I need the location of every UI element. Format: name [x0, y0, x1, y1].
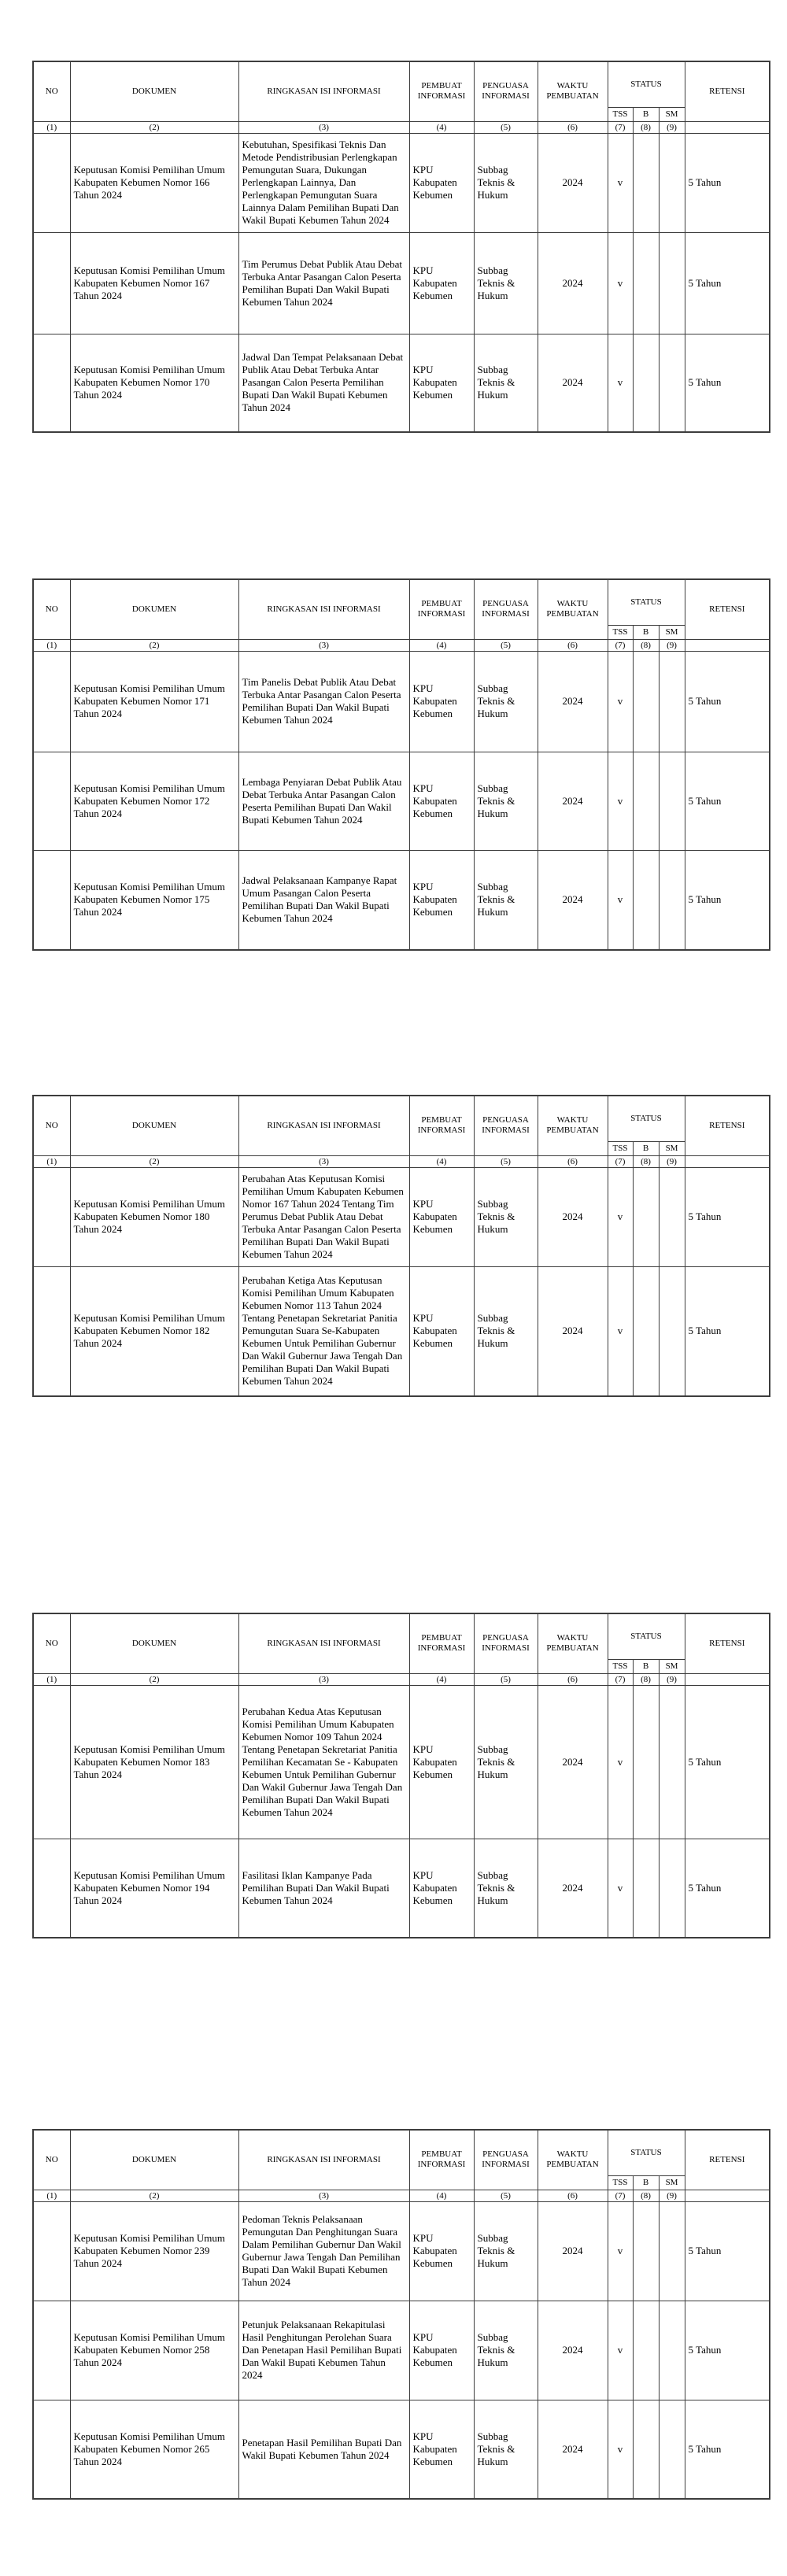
table-row [33, 232, 770, 334]
numbering-cell: (3) [238, 1155, 409, 1167]
table-header [33, 2130, 770, 2201]
cell-status-sm [659, 1839, 685, 1938]
numbering-cell [685, 639, 770, 651]
numbering-cell: (8) [633, 1155, 659, 1167]
cell-no [33, 2201, 70, 2301]
header-cell-status-b: B [633, 2175, 659, 2190]
table-header [33, 579, 770, 651]
header-cell-status-sm: SM [659, 2175, 685, 2190]
numbering-cell: (1) [33, 2190, 70, 2201]
header-cell-status: STATUS [608, 61, 685, 107]
header-cell-ringkasan: RINGKASAN ISI INFORMASI [238, 579, 409, 639]
cell-pembuat-informasi: KPU Kabupaten Kebumen [409, 334, 474, 432]
header-cell-pembuat-informasi: PEMBUAT INFORMASI [409, 2130, 474, 2190]
cell-dokumen: Keputusan Komisi Pemilihan Umum Kabupaten Kebumen Nomor 258 Tahun 2024 [70, 2301, 238, 2400]
cell-dokumen: Keputusan Komisi Pemilihan Umum Kabupaten Kebumen Nomor 171 Tahun 2024 [70, 651, 238, 752]
cell-status-b [633, 133, 659, 232]
header-cell-status-tss: TSS [608, 2175, 633, 2190]
table-body [33, 2201, 770, 2499]
header-cell-penguasa-informasi: PENGUASA INFORMASI [474, 2130, 538, 2190]
numbering-cell: (5) [474, 1673, 538, 1685]
numbering-cell [685, 2190, 770, 2201]
header-cell-ringkasan: RINGKASAN ISI INFORMASI [238, 1096, 409, 1155]
numbering-cell: (8) [633, 1673, 659, 1685]
cell-no [33, 752, 70, 850]
numbering-cell: (9) [659, 121, 685, 133]
cell-ringkasan: Perubahan Atas Keputusan Komisi Pemilihan Umum Kabupaten Kebumen Nomor 167 Tahun 2024 Tentang Tim Perumus Debat Publik Atau Debat Terbuka Antar Pasangan Calon Peserta Pemilihan Bupati Dan Wakil Bupati Kebumen Tahun 2024 [238, 1167, 409, 1266]
cell-penguasa-informasi: Subbag Teknis & Hukum [474, 850, 538, 950]
cell-waktu-pembuatan: 2024 [538, 2301, 608, 2400]
cell-status-tss: v [608, 1266, 633, 1396]
cell-retensi: 5 Tahun [685, 232, 770, 334]
cell-ringkasan: Jadwal Dan Tempat Pelaksanaan Debat Publik Atau Debat Terbuka Antar Pasangan Calon Peserta Pemilihan Bupati Dan Wakil Bupati Kebumen Tahun 2024 [238, 334, 409, 432]
cell-ringkasan: Kebutuhan, Spesifikasi Teknis Dan Metode Pendistribusian Perlengkapan Pemungutan Suara, Dukungan Perlengkapan Lainnya, Dan Perlengkapan Pemungutan Suara Lainnya Dalam Pemilihan Bupati Dan Wakil Bupati Kebumen Tahun 2024 [238, 133, 409, 232]
numbering-cell: (4) [409, 121, 474, 133]
cell-waktu-pembuatan: 2024 [538, 232, 608, 334]
numbering-cell: (9) [659, 2190, 685, 2201]
header-cell-penguasa-informasi: PENGUASA INFORMASI [474, 579, 538, 639]
header-cell-pembuat-informasi: PEMBUAT INFORMASI [409, 61, 474, 121]
header-cell-status-b: B [633, 1659, 659, 1673]
numbering-cell: (2) [70, 1155, 238, 1167]
table-row [33, 2201, 770, 2301]
cell-dokumen: Keputusan Komisi Pemilihan Umum Kabupaten Kebumen Nomor 180 Tahun 2024 [70, 1167, 238, 1266]
header-cell-retensi: RETENSI [685, 61, 770, 121]
table-row [33, 1685, 770, 1839]
header-row-numbering [33, 121, 770, 133]
cell-ringkasan: Petunjuk Pelaksanaan Rekapitulasi Hasil Penghitungan Perolehan Suara Dan Penetapan Hasil Pemilihan Bupati Dan Wakil Bupati Kebumen Tahun 2024 [238, 2301, 409, 2400]
table-body [33, 1685, 770, 1938]
cell-status-sm [659, 334, 685, 432]
header-cell-status: STATUS [608, 579, 685, 625]
numbering-cell: (7) [608, 1673, 633, 1685]
header-cell-status-tss: TSS [608, 107, 633, 121]
numbering-cell: (4) [409, 2190, 474, 2201]
cell-dokumen: Keputusan Komisi Pemilihan Umum Kabupaten Kebumen Nomor 182 Tahun 2024 [70, 1266, 238, 1396]
cell-no [33, 334, 70, 432]
numbering-cell: (6) [538, 639, 608, 651]
cell-ringkasan: Lembaga Penyiaran Debat Publik Atau Debat Terbuka Antar Pasangan Calon Peserta Pemilihan Bupati Dan Wakil Bupati Kebumen Tahun 2024 [238, 752, 409, 850]
table-row [33, 850, 770, 950]
header-cell-no: NO [33, 579, 70, 639]
cell-pembuat-informasi: KPU Kabupaten Kebumen [409, 1167, 474, 1266]
table-body [33, 651, 770, 950]
cell-no [33, 1266, 70, 1396]
cell-waktu-pembuatan: 2024 [538, 2400, 608, 2499]
numbering-cell: (1) [33, 1673, 70, 1685]
cell-status-tss: v [608, 651, 633, 752]
header-cell-status: STATUS [608, 2130, 685, 2175]
cell-penguasa-informasi: Subbag Teknis & Hukum [474, 2400, 538, 2499]
header-cell-pembuat-informasi: PEMBUAT INFORMASI [409, 1613, 474, 1673]
page-2 [0, 433, 787, 951]
cell-penguasa-informasi: Subbag Teknis & Hukum [474, 1685, 538, 1839]
cell-pembuat-informasi: KPU Kabupaten Kebumen [409, 1685, 474, 1839]
cell-waktu-pembuatan: 2024 [538, 651, 608, 752]
numbering-cell: (4) [409, 639, 474, 651]
cell-waktu-pembuatan: 2024 [538, 334, 608, 432]
cell-penguasa-informasi: Subbag Teknis & Hukum [474, 1839, 538, 1938]
numbering-cell [685, 121, 770, 133]
header-row-numbering [33, 639, 770, 651]
cell-retensi: 5 Tahun [685, 334, 770, 432]
numbering-cell: (9) [659, 639, 685, 651]
cell-ringkasan: Fasilitasi Iklan Kampanye Pada Pemilihan Bupati Dan Wakil Bupati Kebumen Tahun 2024 [238, 1839, 409, 1938]
cell-penguasa-informasi: Subbag Teknis & Hukum [474, 2301, 538, 2400]
cell-pembuat-informasi: KPU Kabupaten Kebumen [409, 133, 474, 232]
cell-ringkasan: Tim Panelis Debat Publik Atau Debat Terbuka Antar Pasangan Calon Peserta Pemilihan Bupati Dan Wakil Bupati Kebumen Tahun 2024 [238, 651, 409, 752]
cell-retensi: 5 Tahun [685, 1685, 770, 1839]
cell-status-tss: v [608, 2301, 633, 2400]
cell-no [33, 2301, 70, 2400]
numbering-cell [685, 1673, 770, 1685]
header-cell-retensi: RETENSI [685, 1096, 770, 1155]
header-cell-pembuat-informasi: PEMBUAT INFORMASI [409, 579, 474, 639]
cell-penguasa-informasi: Subbag Teknis & Hukum [474, 133, 538, 232]
cell-retensi: 5 Tahun [685, 1167, 770, 1266]
numbering-cell: (9) [659, 1673, 685, 1685]
cell-retensi: 5 Tahun [685, 133, 770, 232]
cell-status-sm [659, 1685, 685, 1839]
header-cell-dokumen: DOKUMEN [70, 1613, 238, 1673]
cell-no [33, 850, 70, 950]
header-cell-status-sm: SM [659, 625, 685, 639]
numbering-cell: (7) [608, 121, 633, 133]
header-cell-status-sm: SM [659, 107, 685, 121]
cell-dokumen: Keputusan Komisi Pemilihan Umum Kabupaten Kebumen Nomor 239 Tahun 2024 [70, 2201, 238, 2301]
cell-penguasa-informasi: Subbag Teknis & Hukum [474, 1167, 538, 1266]
header-cell-retensi: RETENSI [685, 1613, 770, 1673]
numbering-cell: (1) [33, 1155, 70, 1167]
cell-status-sm [659, 133, 685, 232]
cell-no [33, 1685, 70, 1839]
header-cell-ringkasan: RINGKASAN ISI INFORMASI [238, 2130, 409, 2190]
cell-status-sm [659, 2400, 685, 2499]
cell-pembuat-informasi: KPU Kabupaten Kebumen [409, 2301, 474, 2400]
numbering-cell: (4) [409, 1673, 474, 1685]
header-row-numbering [33, 2190, 770, 2201]
cell-status-tss: v [608, 752, 633, 850]
header-row-main [33, 579, 770, 625]
cell-status-b [633, 1167, 659, 1266]
cell-pembuat-informasi: KPU Kabupaten Kebumen [409, 1839, 474, 1938]
page-1 [0, 0, 787, 433]
cell-ringkasan: Perubahan Kedua Atas Keputusan Komisi Pemilihan Umum Kabupaten Kebumen Nomor 109 Tahun 2024 Tentang Penetapan Sekretariat Panitia Pemilihan Kecamatan Se - Kabupaten Kebumen Untuk Pemilihan Gubernur Dan Wakil Gubernur Jawa Tengah Dan Pemilihan Bupati Dan Wakil Bupati Kebumen Tahun 2024 [238, 1685, 409, 1839]
cell-ringkasan: Perubahan Ketiga Atas Keputusan Komisi Pemilihan Umum Kabupaten Kebumen Nomor 113 Tahun 2024 Tentang Penetapan Sekretariat Panitia Pemungutan Suara Se-Kabupaten Kebumen Untuk Pemilihan Gubernur Dan Wakil Gubernur Jawa Tengah Dan Pemilihan Bupati Dan Wakil Bupati Kebumen Tahun 2024 [238, 1266, 409, 1396]
cell-penguasa-informasi: Subbag Teknis & Hukum [474, 334, 538, 432]
header-cell-dokumen: DOKUMEN [70, 1096, 238, 1155]
numbering-cell: (2) [70, 121, 238, 133]
header-cell-ringkasan: RINGKASAN ISI INFORMASI [238, 61, 409, 121]
cell-retensi: 5 Tahun [685, 2301, 770, 2400]
numbering-cell: (9) [659, 1155, 685, 1167]
cell-status-tss: v [608, 133, 633, 232]
cell-waktu-pembuatan: 2024 [538, 133, 608, 232]
table-row [33, 1839, 770, 1938]
numbering-cell: (8) [633, 639, 659, 651]
cell-no [33, 2400, 70, 2499]
header-cell-status-tss: TSS [608, 1659, 633, 1673]
cell-status-b [633, 752, 659, 850]
records-table [32, 578, 770, 951]
table-header [33, 1613, 770, 1685]
cell-status-tss: v [608, 850, 633, 950]
cell-no [33, 232, 70, 334]
cell-status-b [633, 850, 659, 950]
cell-status-sm [659, 2201, 685, 2301]
table-row [33, 651, 770, 752]
header-cell-waktu-pembuatan: WAKTU PEMBUATAN [538, 1613, 608, 1673]
numbering-cell: (3) [238, 639, 409, 651]
page-5 [0, 1938, 787, 2500]
table-body [33, 1167, 770, 1396]
cell-pembuat-informasi: KPU Kabupaten Kebumen [409, 1266, 474, 1396]
cell-pembuat-informasi: KPU Kabupaten Kebumen [409, 2201, 474, 2301]
numbering-cell: (5) [474, 1155, 538, 1167]
cell-waktu-pembuatan: 2024 [538, 1685, 608, 1839]
cell-dokumen: Keputusan Komisi Pemilihan Umum Kabupaten Kebumen Nomor 194 Tahun 2024 [70, 1839, 238, 1938]
records-table [32, 2129, 770, 2500]
cell-status-b [633, 334, 659, 432]
table-body [33, 133, 770, 432]
cell-waktu-pembuatan: 2024 [538, 2201, 608, 2301]
cell-status-tss: v [608, 1167, 633, 1266]
table-header [33, 1096, 770, 1167]
cell-status-tss: v [608, 334, 633, 432]
cell-penguasa-informasi: Subbag Teknis & Hukum [474, 232, 538, 334]
header-cell-dokumen: DOKUMEN [70, 61, 238, 121]
cell-status-b [633, 2201, 659, 2301]
table-row [33, 752, 770, 850]
header-cell-no: NO [33, 1613, 70, 1673]
header-cell-retensi: RETENSI [685, 579, 770, 639]
header-cell-ringkasan: RINGKASAN ISI INFORMASI [238, 1613, 409, 1673]
page-4 [0, 1397, 787, 1938]
numbering-cell: (3) [238, 121, 409, 133]
numbering-cell: (4) [409, 1155, 474, 1167]
numbering-cell: (2) [70, 639, 238, 651]
cell-waktu-pembuatan: 2024 [538, 1266, 608, 1396]
cell-dokumen: Keputusan Komisi Pemilihan Umum Kabupaten Kebumen Nomor 167 Tahun 2024 [70, 232, 238, 334]
header-row-main [33, 1096, 770, 1141]
cell-no [33, 651, 70, 752]
numbering-cell: (1) [33, 639, 70, 651]
numbering-cell: (5) [474, 121, 538, 133]
numbering-cell: (2) [70, 2190, 238, 2201]
cell-penguasa-informasi: Subbag Teknis & Hukum [474, 752, 538, 850]
numbering-cell: (6) [538, 1155, 608, 1167]
records-table [32, 1095, 770, 1397]
numbering-cell: (2) [70, 1673, 238, 1685]
cell-status-sm [659, 232, 685, 334]
cell-ringkasan: Jadwal Pelaksanaan Kampanye Rapat Umum Pasangan Calon Peserta Pemilihan Bupati Dan Wakil Bupati Kebumen Tahun 2024 [238, 850, 409, 950]
numbering-cell: (7) [608, 639, 633, 651]
header-cell-status-b: B [633, 1141, 659, 1155]
cell-no [33, 1839, 70, 1938]
cell-no [33, 133, 70, 232]
cell-status-b [633, 1266, 659, 1396]
header-cell-penguasa-informasi: PENGUASA INFORMASI [474, 1096, 538, 1155]
records-table [32, 61, 770, 433]
numbering-cell: (8) [633, 2190, 659, 2201]
header-cell-status: STATUS [608, 1096, 685, 1141]
cell-pembuat-informasi: KPU Kabupaten Kebumen [409, 752, 474, 850]
header-cell-no: NO [33, 2130, 70, 2190]
numbering-cell: (5) [474, 2190, 538, 2201]
cell-retensi: 5 Tahun [685, 1266, 770, 1396]
cell-ringkasan: Pedoman Teknis Pelaksanaan Pemungutan Dan Penghitungan Suara Dalam Pemilihan Gubernur Dan Wakil Gubernur Jawa Tengah Dan Pemilihan Bupati Dan Wakil Bupati Kebumen Tahun 2024 [238, 2201, 409, 2301]
cell-status-tss: v [608, 1685, 633, 1839]
cell-status-sm [659, 1266, 685, 1396]
cell-waktu-pembuatan: 2024 [538, 850, 608, 950]
cell-status-tss: v [608, 2201, 633, 2301]
header-row-numbering [33, 1673, 770, 1685]
numbering-cell: (6) [538, 121, 608, 133]
header-row-main [33, 2130, 770, 2175]
numbering-cell: (3) [238, 2190, 409, 2201]
table-row [33, 1167, 770, 1266]
cell-retensi: 5 Tahun [685, 850, 770, 950]
header-row-main [33, 61, 770, 107]
cell-dokumen: Keputusan Komisi Pemilihan Umum Kabupaten Kebumen Nomor 175 Tahun 2024 [70, 850, 238, 950]
header-cell-dokumen: DOKUMEN [70, 2130, 238, 2190]
cell-pembuat-informasi: KPU Kabupaten Kebumen [409, 651, 474, 752]
header-cell-status: STATUS [608, 1613, 685, 1659]
header-cell-no: NO [33, 1096, 70, 1155]
numbering-cell: (3) [238, 1673, 409, 1685]
header-cell-status-sm: SM [659, 1659, 685, 1673]
header-cell-status-tss: TSS [608, 625, 633, 639]
numbering-cell: (8) [633, 121, 659, 133]
header-cell-waktu-pembuatan: WAKTU PEMBUATAN [538, 2130, 608, 2190]
cell-retensi: 5 Tahun [685, 752, 770, 850]
numbering-cell: (7) [608, 2190, 633, 2201]
cell-retensi: 5 Tahun [685, 1839, 770, 1938]
cell-dokumen: Keputusan Komisi Pemilihan Umum Kabupaten Kebumen Nomor 166 Tahun 2024 [70, 133, 238, 232]
header-cell-waktu-pembuatan: WAKTU PEMBUATAN [538, 579, 608, 639]
cell-no [33, 1167, 70, 1266]
header-cell-status-tss: TSS [608, 1141, 633, 1155]
header-cell-dokumen: DOKUMEN [70, 579, 238, 639]
cell-retensi: 5 Tahun [685, 2201, 770, 2301]
header-cell-pembuat-informasi: PEMBUAT INFORMASI [409, 1096, 474, 1155]
cell-status-b [633, 2400, 659, 2499]
cell-status-tss: v [608, 232, 633, 334]
header-cell-waktu-pembuatan: WAKTU PEMBUATAN [538, 61, 608, 121]
cell-waktu-pembuatan: 2024 [538, 752, 608, 850]
cell-retensi: 5 Tahun [685, 651, 770, 752]
header-cell-waktu-pembuatan: WAKTU PEMBUATAN [538, 1096, 608, 1155]
cell-pembuat-informasi: KPU Kabupaten Kebumen [409, 232, 474, 334]
cell-status-sm [659, 752, 685, 850]
numbering-cell: (7) [608, 1155, 633, 1167]
cell-status-tss: v [608, 1839, 633, 1938]
cell-status-sm [659, 651, 685, 752]
numbering-cell: (6) [538, 1673, 608, 1685]
records-table [32, 1613, 770, 1938]
header-cell-status-b: B [633, 107, 659, 121]
cell-ringkasan: Tim Perumus Debat Publik Atau Debat Terbuka Antar Pasangan Calon Peserta Pemilihan Bupati Dan Wakil Bupati Kebumen Tahun 2024 [238, 232, 409, 334]
cell-status-b [633, 1839, 659, 1938]
header-row-main [33, 1613, 770, 1659]
table-row [33, 2301, 770, 2400]
cell-status-b [633, 651, 659, 752]
cell-status-sm [659, 1167, 685, 1266]
cell-penguasa-informasi: Subbag Teknis & Hukum [474, 651, 538, 752]
header-cell-status-b: B [633, 625, 659, 639]
cell-penguasa-informasi: Subbag Teknis & Hukum [474, 1266, 538, 1396]
cell-status-b [633, 232, 659, 334]
header-cell-status-sm: SM [659, 1141, 685, 1155]
cell-ringkasan: Penetapan Hasil Pemilihan Bupati Dan Wakil Bupati Kebumen Tahun 2024 [238, 2400, 409, 2499]
cell-pembuat-informasi: KPU Kabupaten Kebumen [409, 850, 474, 950]
cell-status-sm [659, 2301, 685, 2400]
table-row [33, 1266, 770, 1396]
cell-retensi: 5 Tahun [685, 2400, 770, 2499]
cell-status-sm [659, 850, 685, 950]
cell-status-tss: v [608, 2400, 633, 2499]
table-header [33, 61, 770, 133]
numbering-cell: (5) [474, 639, 538, 651]
header-cell-penguasa-informasi: PENGUASA INFORMASI [474, 61, 538, 121]
numbering-cell: (6) [538, 2190, 608, 2201]
numbering-cell [685, 1155, 770, 1167]
cell-pembuat-informasi: KPU Kabupaten Kebumen [409, 2400, 474, 2499]
header-cell-penguasa-informasi: PENGUASA INFORMASI [474, 1613, 538, 1673]
header-cell-retensi: RETENSI [685, 2130, 770, 2190]
table-row [33, 334, 770, 432]
cell-dokumen: Keputusan Komisi Pemilihan Umum Kabupaten Kebumen Nomor 265 Tahun 2024 [70, 2400, 238, 2499]
header-row-numbering [33, 1155, 770, 1167]
table-row [33, 133, 770, 232]
cell-dokumen: Keputusan Komisi Pemilihan Umum Kabupaten Kebumen Nomor 183 Tahun 2024 [70, 1685, 238, 1839]
cell-waktu-pembuatan: 2024 [538, 1839, 608, 1938]
cell-dokumen: Keputusan Komisi Pemilihan Umum Kabupaten Kebumen Nomor 172 Tahun 2024 [70, 752, 238, 850]
page-3 [0, 951, 787, 1397]
cell-status-b [633, 1685, 659, 1839]
header-cell-no: NO [33, 61, 70, 121]
cell-status-b [633, 2301, 659, 2400]
table-row [33, 2400, 770, 2499]
cell-dokumen: Keputusan Komisi Pemilihan Umum Kabupaten Kebumen Nomor 170 Tahun 2024 [70, 334, 238, 432]
cell-waktu-pembuatan: 2024 [538, 1167, 608, 1266]
numbering-cell: (1) [33, 121, 70, 133]
cell-penguasa-informasi: Subbag Teknis & Hukum [474, 2201, 538, 2301]
